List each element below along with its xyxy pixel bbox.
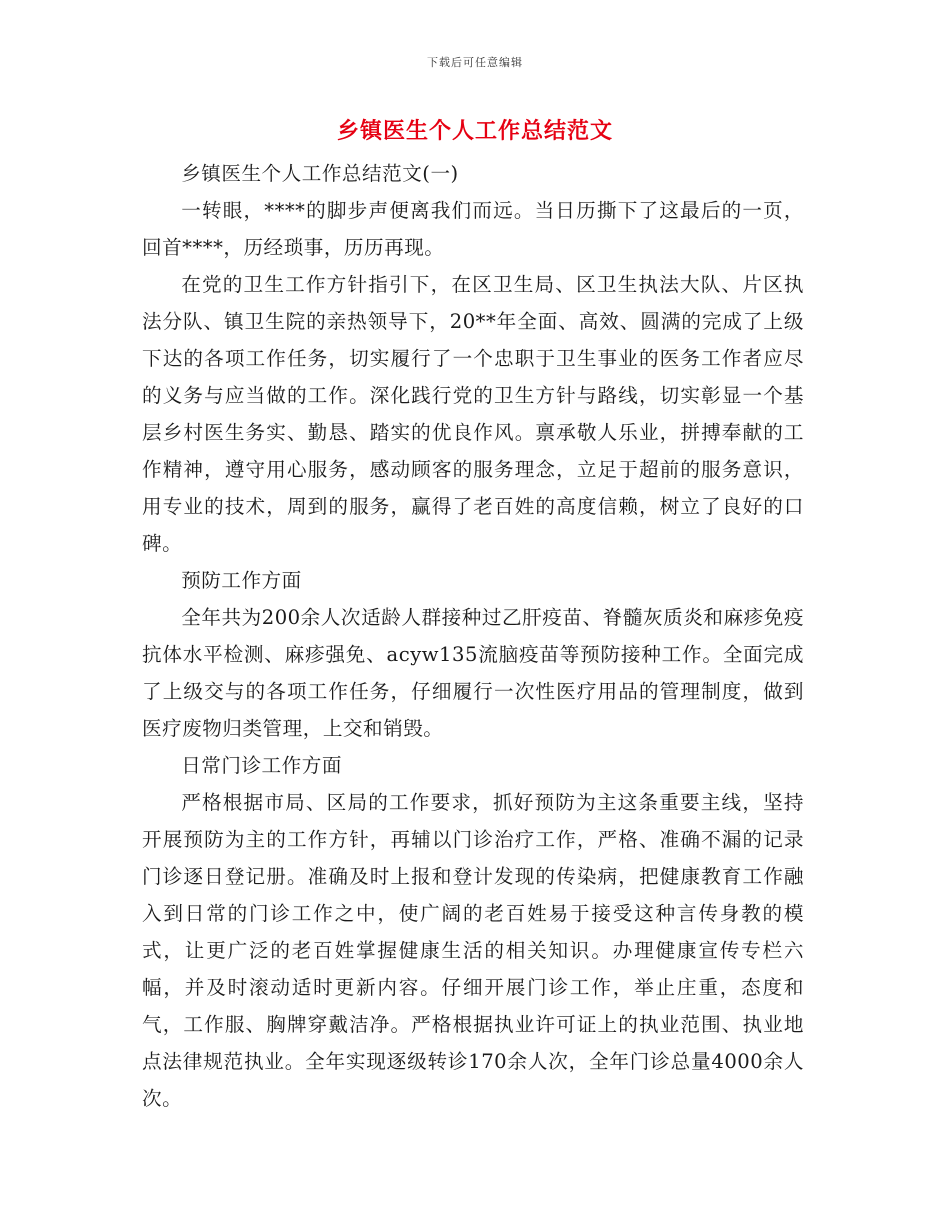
section-heading-outpatient: 日常门诊工作方面 <box>181 754 342 777</box>
body-paragraph: 在党的卫生工作方针指引下，在区卫生局、区卫生执法大队、片区执法分队、镇卫生院的亲热领导下，20**年全面、高效、圆满的完成了上级下达的各项工作任务，切实履行了一个忠职于卫生事业的医务工作者应尽的义务与应当做的工作。深化践行党的卫生方针与路线，切实彰显一个基层乡村医生务实、勤恳、踏实的优良作风。禀承敬人乐业，拼搏奉献的工作精神，遵守用心服务，感动顾客的服务理念，立足于超前的服务意识，用专业的技术，周到的服务，赢得了老百姓的高度信赖，树立了良好的口碑。 <box>142 273 804 555</box>
body-paragraph: 一转眼，****的脚步声便离我们而远。当日历撕下了这最后的一页，回首****，历经琐事，历历再现。 <box>142 199 804 259</box>
document-title: 乡镇医生个人工作总结范文 <box>336 119 613 144</box>
page-header-note: 下载后可任意编辑 <box>427 56 523 69</box>
section-heading-prevention: 预防工作方面 <box>181 569 302 592</box>
body-paragraph: 严格根据市局、区局的工作要求，抓好预防为主这条重要主线，坚持开展预防为主的工作方针，再辅以门诊治疗工作，严格、准确不漏的记录门诊逐日登记册。准确及时上报和登计发现的传染病，把健康教育工作融入到日常的门诊工作之中，使广阔的老百姓易于接受这种言传身教的模式，让更广泛的老百姓掌握健康生活的相关知识。办理健康宣传专栏六幅，并及时滚动适时更新内容。仔细开展门诊工作，举止庄重，态度和气，工作服、胸牌穿戴洁净。严格根据执业许可证上的执业范围、执业地点法律规范执业。全年实现逐级转诊170余人次，全年门诊总量4000余人次。 <box>142 791 804 1110</box>
body-paragraph: 全年共为200余人次适龄人群接种过乙肝疫苗、脊髓灰质炎和麻疹免疫抗体水平检测、麻疹强免、acyw135流脑疫苗等预防接种工作。全面完成了上级交与的各项工作任务，仔细履行一次性医疗用品的管理制度，做到医疗废物归类管理，上交和销毁。 <box>142 606 804 740</box>
document-body <box>142 155 804 1117</box>
subtitle-paragraph: 乡镇医生个人工作总结范文(一) <box>181 162 459 185</box>
